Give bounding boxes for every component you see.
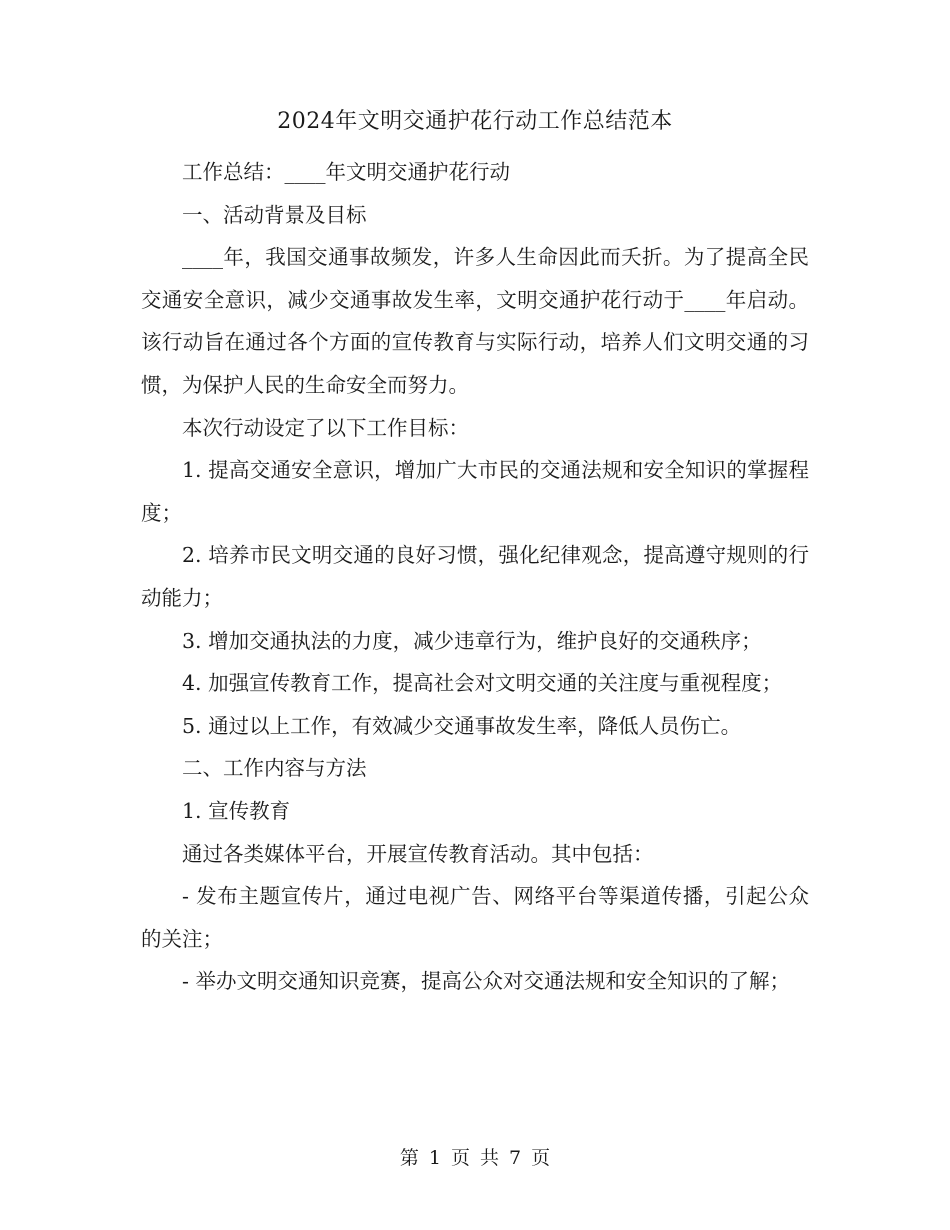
paragraph-background: ____年，我国交通事故频发，许多人生命因此而夭折。为了提高全民交通安全意识，减少交通事故发生率，文明交通护花行动于____年启动。该行动旨在通过各个方面的宣传教育与实际行动，培养人们文明交通的习惯，为保护人民的生命安全而努力。: [141, 245, 809, 397]
list-item-goal-4: 4. 加强宣传教育工作，提高社会对文明交通的关注度与重视程度；: [182, 671, 783, 696]
list-item-knowledge-contest: - 举办文明交通知识竞赛，提高公众对交通法规和安全知识的了解；: [182, 969, 790, 994]
subheading-publicity-education: 1. 宣传教育: [182, 798, 291, 823]
paragraph-summary-heading: 工作总结：____年文明交通护花行动: [182, 160, 510, 184]
paragraph-media-activities: 通过各类媒体平台，开展宣传教育活动。其中包括：: [182, 841, 654, 866]
page-number-footer: 第 1 页 共 7 页: [399, 1147, 551, 1169]
section-heading-background: 一、活动背景及目标: [182, 202, 367, 227]
paragraph-goals-intro: 本次行动设定了以下工作目标：: [182, 415, 469, 440]
document-title: 2024年文明交通护花行动工作总结范本: [277, 109, 673, 134]
list-item-goal-1: 1. 提高交通安全意识，增加广大市民的交通法规和安全知识的掌握程度；: [141, 458, 809, 525]
document-body: [141, 151, 809, 1003]
list-item-goal-2: 2. 培养市民文明交通的良好习惯，强化纪律观念，提高遵守规则的行动能力；: [141, 543, 809, 610]
list-item-goal-3: 3. 增加交通执法的力度，减少违章行为，维护良好的交通秩序；: [182, 628, 762, 653]
list-item-promo-video: - 发布主题宣传片，通过电视广告、网络平台等渠道传播，引起公众的关注；: [141, 884, 809, 951]
list-item-goal-5: 5. 通过以上工作，有效减少交通事故发生率，降低人员伤亡。: [182, 713, 742, 738]
section-heading-content-methods: 二、工作内容与方法: [182, 756, 367, 781]
